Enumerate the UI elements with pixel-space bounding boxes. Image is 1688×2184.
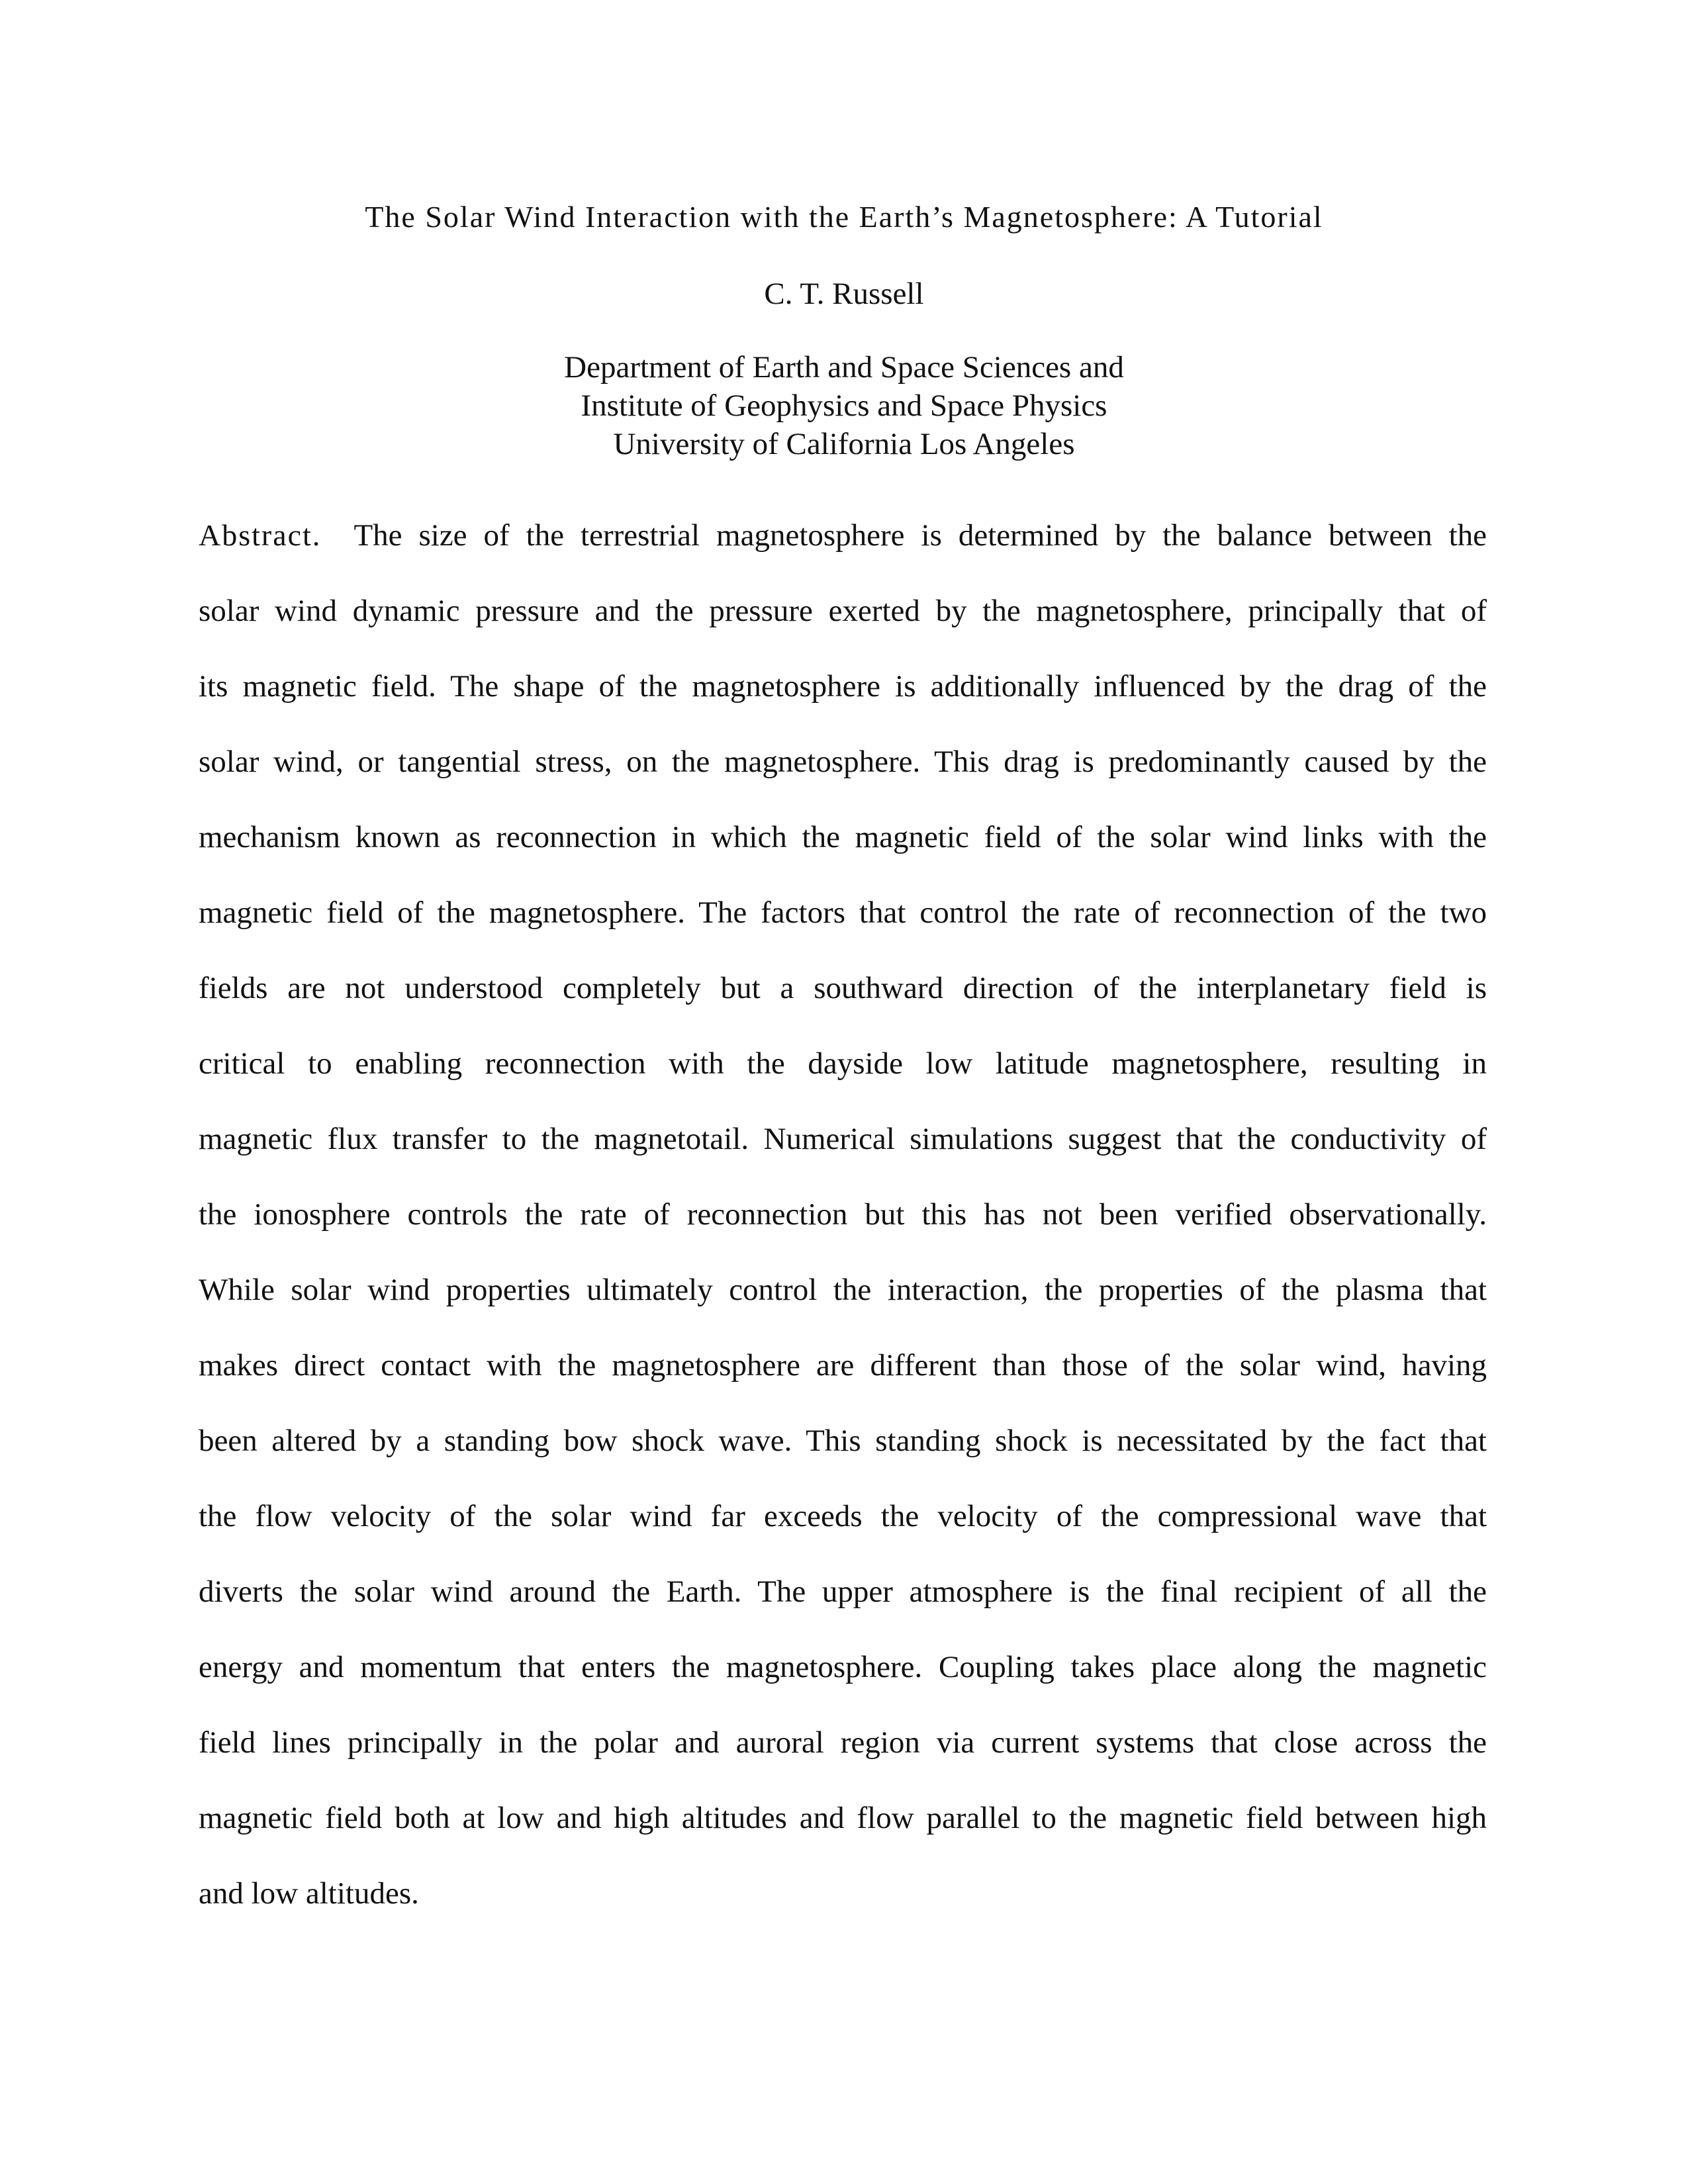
abstract-section — [199, 498, 1487, 1931]
author-name: C. T. Russell — [764, 277, 924, 311]
abstract-line: mechanism known as reconnection in which the magnetic field of the solar wind links with the — [199, 820, 1487, 854]
affiliation-line: University of California Los Angeles — [613, 427, 1075, 461]
abstract-line: critical to enabling reconnection with the dayside low latitude magnetosphere, resulting in — [199, 1046, 1487, 1081]
abstract-line: diverts the solar wind around the Earth. The upper atmosphere is the final recipient of all the — [199, 1574, 1487, 1609]
affiliation-line: Department of Earth and Space Sciences and — [564, 350, 1124, 385]
abstract-line — [199, 498, 1487, 573]
abstract-text: The size of the terrestrial magnetosphere is determined by the balance between the — [353, 518, 1487, 553]
abstract-line: energy and momentum that enters the magnetosphere. Coupling takes place along the magnetic — [199, 1650, 1487, 1684]
abstract-line: the flow velocity of the solar wind far exceeds the velocity of the compressional wave that — [199, 1499, 1487, 1533]
abstract-line: its magnetic field. The shape of the magnetosphere is additionally influenced by the drag of the — [199, 669, 1487, 704]
abstract-line: field lines principally in the polar and auroral region via current systems that close across the — [199, 1725, 1487, 1760]
abstract-line: and low altitudes. — [199, 1876, 419, 1911]
paper-title: The Solar Wind Interaction with the Earth’s Magnetosphere: A Tutorial — [365, 200, 1323, 234]
abstract-line: magnetic flux transfer to the magnetotail. Numerical simulations suggest that the conductivity of — [199, 1122, 1487, 1156]
abstract-line: magnetic field of the magnetosphere. The factors that control the rate of reconnection of the two — [199, 895, 1487, 930]
abstract-line: solar wind dynamic pressure and the pressure exerted by the magnetosphere, principally that of — [199, 594, 1487, 628]
abstract-line: the ionosphere controls the rate of reconnection but this has not been verified observationally. — [199, 1197, 1487, 1232]
abstract-label: Abstract. — [199, 518, 322, 552]
abstract-line: makes direct contact with the magnetosphere are different than those of the solar wind, having — [199, 1348, 1487, 1383]
affiliation-line: Institute of Geophysics and Space Physics — [581, 388, 1107, 423]
abstract-line: been altered by a standing bow shock wave. This standing shock is necessitated by the fact that — [199, 1424, 1487, 1458]
abstract-line: While solar wind properties ultimately control the interaction, the properties of the plasma that — [199, 1273, 1487, 1307]
abstract-line: solar wind, or tangential stress, on the magnetosphere. This drag is predominantly caused by the — [199, 745, 1487, 779]
affiliation-block — [0, 348, 1688, 463]
abstract-line: fields are not understood completely but a southward direction of the interplanetary field is — [199, 971, 1487, 1005]
abstract-line: magnetic field both at low and high altitudes and flow parallel to the magnetic field between high — [199, 1801, 1487, 1835]
